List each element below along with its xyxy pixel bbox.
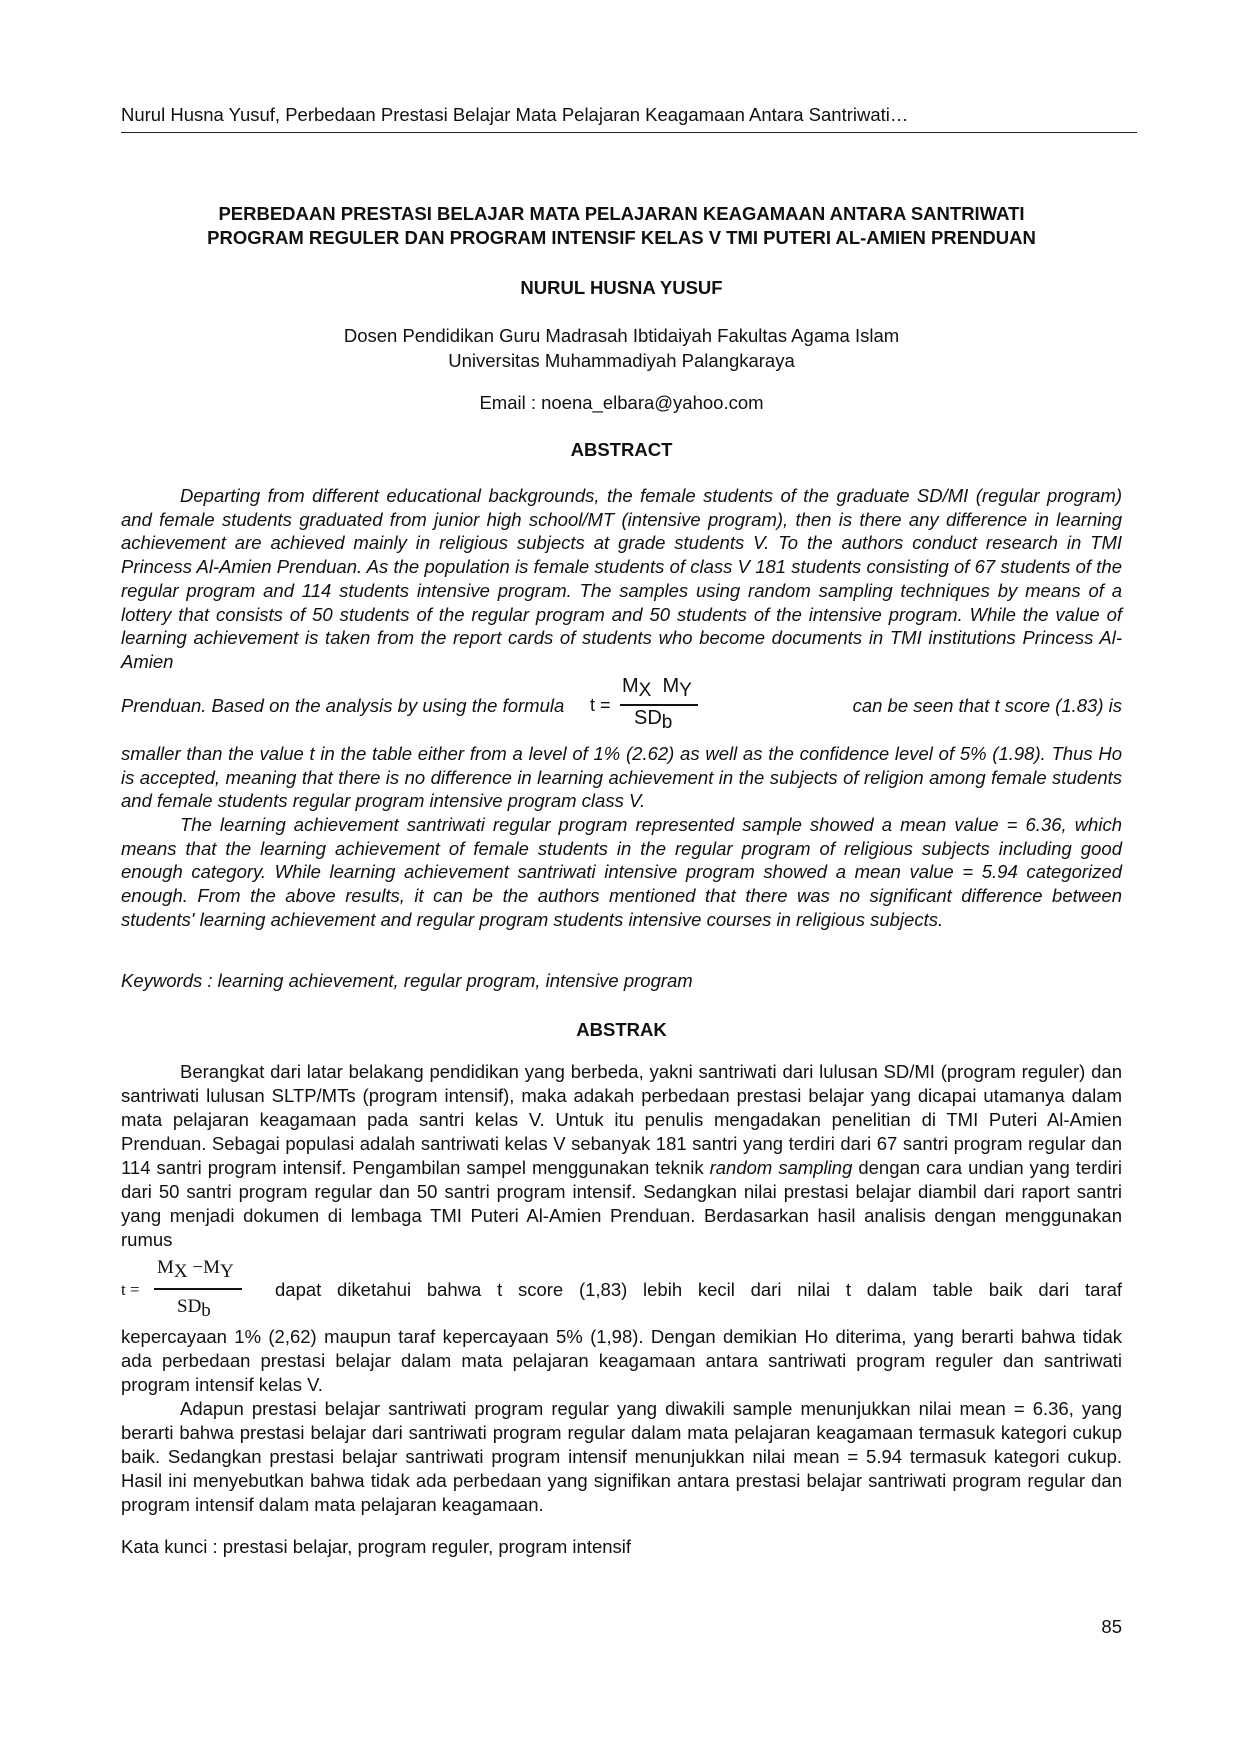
author-email: Email : noena_elbara@yahoo.com xyxy=(479,392,764,413)
author-name: NURUL HUSNA YUSUF xyxy=(520,277,723,298)
abstrak-paragraph-2 xyxy=(121,1397,1122,1517)
abstract-paragraph-1-start xyxy=(121,484,1122,674)
abstrak-formula-line xyxy=(121,1258,1122,1322)
abstrak-p1-text xyxy=(121,1060,1122,1252)
running-head: Nurul Husna Yusuf, Perbedaan Prestasi Belajar Mata Pelajaran Keagamaan Antara Santriwati… xyxy=(121,103,1137,133)
formula-id-denominator xyxy=(177,1295,211,1323)
formula-id-minus: − xyxy=(192,1257,204,1278)
title-line-1: PERBEDAAN PRESTASI BELAJAR MATA PELAJARAN KEAGAMAAN ANTARA SANTRIWATI xyxy=(218,203,1025,224)
abstrak-p1-after: kepercayaan 1% (2,62) maupun taraf kepercayaan 5% (1,98). Dengan demikian Ho diterima, yang berarti bahwa tidak ada perbedaan prestasi belajar dalam mata pelajaran keagamaan antara santriwati program reguler dan santriwati program intensif kelas V. xyxy=(121,1326,1122,1395)
abstract-formula-pre: Prenduan. Based on the analysis by using the formula xyxy=(121,695,565,716)
formula-id-fraction-bar xyxy=(154,1288,242,1290)
abstrak-paragraph-1-end xyxy=(121,1325,1122,1397)
abstrak-p1-italic-term: random sampling xyxy=(709,1157,853,1178)
formula-fraction-bar xyxy=(620,704,698,706)
formula-denominator xyxy=(634,707,672,735)
formula-my: M xyxy=(662,675,680,697)
formula-sd-sub: b xyxy=(661,712,673,733)
abstrak-paragraph-1-start xyxy=(121,1060,1122,1252)
abstract-paragraph-2 xyxy=(121,813,1122,932)
affiliation-line-2: Universitas Muhammadiyah Palangkaraya xyxy=(448,350,795,371)
page-number: 85 xyxy=(1101,1616,1122,1637)
abstract-p1-text: Departing from different educational backgrounds, the female students of the graduate SD/MI (regular program) and female students graduated from junior high school/MT (intensive program), then is there any difference in learning achievement are achieved mainly in religious subjects at grade students V. To the authors conduct research in TMI Princess Al-Amien Prenduan. As the population is female students of class V 181 students consisting of 67 students of the regular program and 114 students intensive program. The samples using random sampling techniques by means of a lottery that consists of 50 students of the regular program and 50 students of the intensive program. While the value of learning achievement is taken from the report cards of students who become documents in TMI institutions Princess Al-Amien xyxy=(121,485,1122,672)
abstract-p2-text: The learning achievement santriwati regular program represented sample showed a mean value = 6.36, which means that the learning achievement of female students in the regular program of religious subjects including good enough category. While learning achievement santriwati intensive program showed a mean value = 5.94 categorized enough. From the above results, it can be the authors mentioned that there was no significant difference between students' learning achievement and regular program students intensive courses in religious subjects. xyxy=(121,814,1122,930)
formula-mx: M xyxy=(622,675,639,697)
paper-title xyxy=(121,202,1122,250)
keywords-en: Keywords : learning achievement, regular program, intensive program xyxy=(121,970,693,991)
keywords-id: Kata kunci : prestasi belajar, program reguler, program intensif xyxy=(121,1536,632,1557)
abstrak-formula-post: dapat diketahui bahwa t score (1,83) lebih kecil dari nilai t dalam table baik dari taraf xyxy=(275,1279,1122,1300)
abstract-heading: ABSTRACT xyxy=(570,439,673,460)
abstract-formula-line xyxy=(121,675,1122,736)
formula-id-sd: SD xyxy=(177,1296,202,1317)
abstrak-p1-part-b: dengan cara undian yang terdiri dari 50 santri program regular dan 50 santri program intensif. Sedangkan nilai prestasi belajar diambil dari raport santri yang menjadi dokumen di lembaga TMI Puteri Al-Amien Prenduan. Berdasarkan hasil analisis dengan menggunakan rumus xyxy=(121,1157,1123,1250)
t-test-formula xyxy=(590,675,700,736)
formula-mx-sub: X xyxy=(638,680,652,701)
formula-id-lhs: t = xyxy=(121,1280,140,1299)
abstrak-p2-text: Adapun prestasi belajar santriwati program regular yang diwakili sample menunjukkan nilai mean = 6.36, yang berarti bahwa prestasi belajar dari santriwati program regular dalam mata pelajaran keagamaan termasuk kategori cukup baik. Sedangkan prestasi belajar santriwati program intensif menunjukkan nilai mean = 5.94 termasuk kategori cukup. Hasil ini menyebutkan bahwa tidak ada perbedaan yang signifikan antara prestasi belajar santriwati program regular dan program intensif dalam mata pelajaran keagamaan. xyxy=(121,1398,1122,1515)
affiliation-line-1: Dosen Pendidikan Guru Madrasah Ibtidaiyah Fakultas Agama Islam xyxy=(343,325,900,346)
abstrak-p1-part-a: Berangkat dari latar belakang pendidikan yang berbeda, yakni santriwati dari lulusan SD/MI (program reguler) dan santriwati lulusan SLTP/MTs (program intensif), maka adakah perbedaan prestasi belajar yang dicapai utamanya dalam mata pelajaran keagamaan pada santri kelas V. Untuk itu penulis mengadakan penelitian di TMI Puteri Al-Amien Prenduan. Sebagai populasi adalah santriwati kelas V sebanyak 181 santri yang terdiri dari 67 santri program regular dan 114 santri program intensif. Pengambilan sampel menggunakan teknik xyxy=(121,1061,1122,1178)
formula-lhs: t = xyxy=(590,695,611,715)
formula-id-my: M xyxy=(203,1257,221,1278)
formula-id-mx-sub: X xyxy=(173,1261,188,1282)
abstract-formula-post: can be seen that t score (1.83) is xyxy=(852,695,1122,716)
abstrak-heading: ABSTRAK xyxy=(576,1019,667,1040)
affiliation xyxy=(121,323,1122,373)
abstract-paragraph-1-end xyxy=(121,742,1122,813)
formula-sd: SD xyxy=(634,707,662,729)
formula-my-sub: Y xyxy=(679,680,692,701)
formula-id-mx: M xyxy=(157,1257,174,1278)
title-line-2: PROGRAM REGULER DAN PROGRAM INTENSIF KELAS V TMI PUTERI AL-AMIEN PRENDUAN xyxy=(207,227,1036,248)
formula-id-numerator xyxy=(157,1256,234,1284)
abstract-p1-after: smaller than the value t in the table either from a level of 1% (2.62) as well as the confidence level of 5% (1.98). Thus Ho is accepted, meaning that there is no difference in learning achievement in the subjects of religion among female students and female students regular program intensive program class V. xyxy=(121,743,1122,812)
formula-id-sd-sub: b xyxy=(201,1300,211,1321)
t-test-formula-id xyxy=(121,1258,246,1322)
formula-numerator xyxy=(622,675,692,703)
formula-id-my-sub: Y xyxy=(220,1261,234,1282)
